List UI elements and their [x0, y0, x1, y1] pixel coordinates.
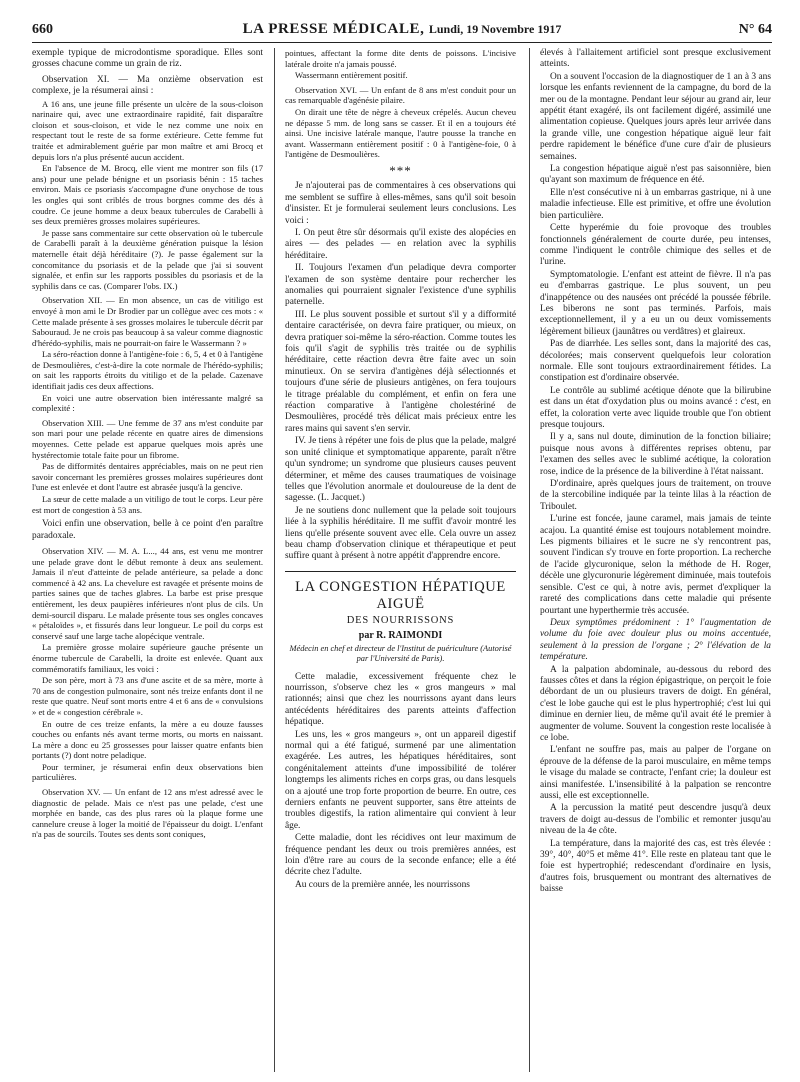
paragraph: La congestion hépatique aiguë n'est pas saisonnière, bien qu'ayant son maximum de fréquence en été. — [540, 164, 771, 186]
column-left — [32, 48, 263, 1074]
paragraph: A la palpation abdominale, au-dessous du rebord des fausses côtes et dans la région épigastrique, on perçoit le foie débordant de un ou plusieurs travers de doigt. En général, c'est le lobe gauche qui est le plus hypertrophié; c'est lui qui diminue en dernier lieu, de même qu'il avait été le premier à augmenter de volume. Souvent la congestion reste localisée à ce lobe. — [540, 664, 771, 743]
paragraph: En voici une autre observation bien intéressante malgré sa complexité : — [32, 392, 263, 414]
paragraph: Wassermann entièrement positif. — [295, 70, 408, 81]
paragraph: Pas de difformités dentaires appréciables, mais on ne peut rien savoir concernant les premières grosses molaires supérieures dont l'une est enlevée et dont l'autre est abrasée jusqu'à la gencive. — [32, 461, 263, 493]
paragraph: Cette hyperémie du foie provoque des troubles fonctionnels généralement de courte durée, peu intenses, comme l'indiquent le contrôle chimique des selles et de l'urine. — [540, 223, 771, 268]
paragraph: Au cours de la première année, les nourrissons — [295, 879, 470, 890]
paragraph: Pour terminer, je résumerai enfin deux observations bien particulières. — [32, 761, 263, 783]
header-rule — [32, 42, 772, 43]
paragraph: III. Le plus souvent possible et surtout s'il y a difformité dentaire caractérisée, on devra faire pratiquer, ou mieux, on devra pratiquer soi-même la séro-réaction. Comme toutes les fois qu'il s'agit de syphilis très traitée ou de syphilis héréditaire, cette réaction devra être faite avec un soin minutieux. On se servira d'antigènes déjà sélectionnés et toujours d'une série de plusieurs antigènes, on fera toujours le titrage préalable du complément, et enfin on fera une réaction comparative à l'antigène cholestériné de Desmoulières, procédé très délicat mais précieux entre les rares mains qui savent s'en servir. — [285, 309, 516, 434]
page-number: 660 — [32, 22, 53, 37]
paragraph: Observation XIII. — Une femme de 37 ans m'est conduite par son mari pour une pelade récente en quatre aires de dimensions moyennes. Cette pelade est apparue quelques mois après une hystérectomie totale faite pour un fibrome. — [32, 417, 263, 460]
paragraph: On a souvent l'occasion de la diagnostiquer de 1 an à 3 ans lorsque les enfants reviennent de la campagne, du bord de la mer ou de la montagne. Pendant leur séjour au grand air, leur appétit étant exagéré, ils ont facilement digéré, assimilé une alimentation copieuse. Quelques jours après leur arrivée dans la grande ville, une congestion hépatique aiguë leur fait perdre rapidement le bénéfice d'une cure d'air de plusieurs semaines. — [540, 71, 771, 162]
paragraph: Deux symptômes prédominent : 1° l'augmentation de volume du foie avec douleur plus ou moins accentuée, seulement à la pression de l'organe ; 2° l'élévation de la température. — [540, 617, 771, 663]
paragraph: De son père, mort à 73 ans d'une ascite et de sa mère, morte à 70 ans de congestion pulmonaire, sont nés treize enfants dont il ne reste que quatre. Neuf sont morts entre 4 et 6 ans de « convulsions » et de « congestion cérébrale ». — [32, 675, 263, 717]
page-header — [32, 20, 772, 42]
paragraph: Je ne soutiens donc nullement que la pelade soit toujours liée à la syphilis héréditaire. Il me suffit d'avoir montré les liens qu'elle présente souvent avec elle. Cela ouvre un assez beau champ d'observation clinique et thérapeutique et peut suffire quant à présent à notre appétit d'apprendre encore. — [285, 505, 516, 562]
paragraph: Observation XII. — En mon absence, un cas de vitiligo est envoyé à mon ami le Dr Brodier par un collègue avec ces mots : « Cette malade présente à ses grosses molaires le tubercule décrit par Sabouraud. Je ne crois pas beaucoup à sa valeur comme diagnostic d'hérédo-syphilis, mais ne pourrait-on faire le Wassermann ? » — [32, 295, 263, 348]
paragraph: Je passe sans commentaire sur cette observation où le tubercule de Carabelli paraît à la deuxième génération puisque la lésion maternelle était déjà héréditaire (?). Je passe également sur la concomitance du psoriasis et de la pelade que j'ai si souvent signalée, et enfin sur les rapports possibles du psoriasis et de la syphilis dans ce cas. (Comparer l'obs. IX.) — [32, 227, 263, 291]
paragraph: En outre de ces treize enfants, la mère a eu douze fausses couches ou enfants nés avant terme morts, ou morts en naissant. La mère a donc eu 25 grossesses pour laisser quatre enfants bien portants (?) dont notre peladique. — [32, 718, 263, 761]
paragraph: En l'absence de M. Brocq, elle vient me montrer son fils (17 ans) pour une pelade bénigne et un psoriasis bénin : 15 taches environ. Mais ce psoriasis s'accompagne d'une onychose de tous les ongles qui sont criblés de trous borgnes comme des dés à coudre. Ce jeune homme a deux beaux tubercules de Carabelli à ses deux premières grosses molaires supérieures. — [32, 163, 263, 227]
paragraph: L'urine est foncée, jaune caramel, mais jamais de teinte acajou. La quantité émise est toujours notablement moindre. Les pigments biliaires et le sucre ne s'y rencontrent pas, souvent l'indican s'y trouve en forte proportion. La recherche de l'acide glycuronique, selon la méthode de H. Roger, décèle une glycuronurie légèrement diminuée, mais toutefois sensible. C'est ce qui, à notre avis, permet d'expliquer la rareté des complications dans cette maladie qui présente pourtant une hyperthermie très accusée. — [540, 514, 771, 616]
paragraph: Elle n'est consécutive ni à un embarras gastrique, ni à une maladie infectieuse. Elle est primitive, et offre une évolution bien particulière. — [540, 187, 771, 221]
paragraph: Observation XVI. — Un enfant de 8 ans m'est conduit pour un cas remarquable d'agénésie pilaire. — [285, 84, 516, 106]
column-right — [540, 48, 771, 1074]
section-rule — [285, 571, 516, 572]
article-body-start — [285, 672, 516, 892]
paragraph: Pas de diarrhée. Les selles sont, dans la majorité des cas, décolorées; mais conservent quelquefois leur coloration normale. Elle sont toujours extraordinairement fétides. La constipation est d'ordinaire observée. — [540, 339, 771, 384]
paragraph: La sœur de cette malade a un vitiligo de tout le corps. Leur père est mort de congestion à 53 ans. — [32, 494, 263, 515]
column-middle — [285, 48, 516, 1074]
article-author: par R. RAIMONDI — [358, 630, 443, 642]
article-affiliation: Médecin en chef et directeur de l'Institut de puériculture (Autorisé par l'Université de Paris). — [289, 643, 512, 663]
paragraph: Voici enfin une observation, belle à ce point d'en paraître paradoxale. — [32, 519, 263, 541]
column-divider — [529, 48, 530, 1072]
column-divider — [274, 48, 275, 1072]
paragraph: On dirait une tête de nègre à cheveux crépelés. Aucun cheveu ne dépasse 5 mm. de long sans se casser. Et il en a toujours été ainsi. Une incisive latérale manque, l'autre pousse la tranche en avant. Wassermann entièrement positif : 0 à l'antigène-foie, 0 à l'antigène de Desmoulières. — [285, 106, 516, 160]
paragraph: Cette maladie, excessivement fréquente chez le nourrisson, s'observe chez les « gros mangeurs » mal rationnés; ainsi que chez les nourrissons ayant dans leurs antécédents héréditaires des parents atteints d'affection hépatique. — [285, 671, 516, 728]
paragraph: L'enfant ne souffre pas, mais au palper de l'organe on éprouve de la défense de la paroi musculaire, en même temps le visage du malade se contracte, l'enfant crie; la douleur est ainsi manifestée. L'insensibilité à la palpation se rencontre aussi, elle est exceptionnelle. — [540, 745, 771, 801]
paragraph: Les uns, les « gros mangeurs », ont un appareil digestif normal qui a été fatigué, surmené par une alimentation exagérée. Les autres, les hépatiques héréditaires, sont congénitalement atteints d'une impossibilité de tolérer longtemps les aliments riches en corps gras, ou dans lesquels on a ajouté une trop forte proportion de beurre. En outre, ces derniers enfants ne peuvent supporter, sans être atteints de troubles digestifs, la ration alimentaire qui convient à leur âge. — [285, 729, 516, 831]
paragraph: Symptomatologie. L'enfant est atteint de fièvre. Il n'a pas eu d'embarras gastrique. Le plus souvent, un peu d'inappétence ou des nausées ont précédé la poussée fébrile. Les biberons ne sont pas terminés. Parfois, mais exceptionnellement, il y a eu un ou deux vomissements légèrement bilieux (jaunâtres ou verdâtres) et glaireux. — [540, 269, 771, 337]
paragraph: élevés à l'allaitement artificiel sont presque exclusivement atteints. — [540, 48, 771, 70]
observations-conclusion — [285, 48, 516, 563]
issue-date: Lundi, 19 Novembre 1917 — [428, 22, 562, 36]
paragraph: La température, dans la majorité des cas, est très élevée : 39°, 40°, 40°5 et même 41°. Elle reste en plateau tant que le foie est hypertrophié; redescendant d'ordinaire en lysis, d'autres fois, brusquement ou montrant des alternatives de baisse — [540, 838, 771, 895]
paragraph: pointues, affectant la forme dite dents de poissons. L'incisive latérale droite n'a jamais poussé. — [285, 48, 516, 69]
section-separator: *** — [389, 162, 412, 178]
paragraph: I. On peut être sûr désormais qu'il existe des alopécies en aires — des pelades — en relation avec la syphilis héréditaire. — [285, 227, 516, 261]
paragraph: Observation XV. — Un enfant de 12 ans m'est adressé avec le diagnostic de pelade. Mais ce n'est pas une pelade, c'est une morphée en bande, cas des plus rares où la plaque forme une cannelure creuse à loger la moitié de l'épaisseur du doigt. L'enfant n'a pas de sourcils. Toutes ses dents sont coniques, — [32, 787, 263, 840]
paragraph: Le contrôle au sublimé acétique dénote que la bilirubine est dans un état d'oxydation plus ou moins avancé : c'est, en effet, la coloration verte avec liquide trouble que l'on obtient presque toujours. — [540, 385, 771, 430]
paragraph: exemple typique de microdontisme sporadique. Elles sont grosses chacune comme un grain de riz. — [32, 48, 263, 70]
paragraph: La séro-réaction donne à l'antigène-foie : 6, 5, 4 et 0 à l'antigène de Desmoulières, c'est-à-dire la cote normale de l'hérédo-syphilis; on sait les rapports étroits du vitiligo et de la pelade. Cazenave identifiait jadis ces deux affections. — [32, 349, 263, 392]
issue-number: N° 64 — [738, 22, 772, 37]
paragraph: A la percussion la matité peut descendre jusqu'à deux travers de doigt au-dessus de l'ombilic et remonter jusqu'au niveau de la 4e côte. — [540, 803, 771, 837]
paragraph: A 16 ans, une jeune fille présente un ulcère de la sous-cloison narinaire qui, avec une extraordinaire rapidité, fait disparaître cloison et sous-cloison, et vide le nez comme une noix en respectant tout le reste de sa forme extérieure. Cette femme fut traitée et admirablement guérie par mon maître et ami Brocq et depuis lors n'a plus présenté aucun accident. — [32, 98, 263, 162]
journal-title — [32, 21, 772, 38]
paragraph: D'ordinaire, après quelques jours de traitement, on trouve de la stercobiline indiquée par la teinte lilas à la réaction de Triboulet. — [540, 479, 771, 512]
paragraph: Je n'ajouterai pas de commentaires à ces observations qui me semblent se suffire à elles-mêmes, sans qu'il soit besoin d'insister. Et je formulerai seulement leurs conclusions. Les voici : — [285, 181, 516, 226]
paragraph: II. Toujours l'examen d'un peladique devra comporter l'examen de son système dentaire pour rechercher les anomalies qui pourraient signaler l'existence d'une syphilis paternelle. — [285, 263, 516, 308]
paragraph: Observation XI. — Ma onzième observation est complexe, je la résumerai ainsi : — [32, 74, 263, 97]
paragraph: La première grosse molaire supérieure gauche présente un énorme tubercule de Carabelli, la droite est enlevée. Quant aux commémoratifs familiaux, les voici : — [32, 642, 263, 674]
paragraph: Observation XIV. — M. A. L..., 44 ans, est venu me montrer une pelade grave dont le début remonte à deux ans seulement. Jamais il n'eut d'atteinte de pelade antérieure, sa pelade a donc commencé à 42 ans. La chevelure est ravagée et présente moins de parties saines que de taches glabres. La barbe est prise presque entièrement, les deux paupières inférieures n'ont plus de cils. Un demi-sourcil disparu. Le malade présente tous ses ongles concaves « pétaloïdes », et fissurés dans leur longueur. Le poil du corps est conservé sauf une large tache alopécique ventrale. — [32, 546, 263, 641]
paragraph: Il y a, sans nul doute, diminution de la fonction biliaire; puisque nous avons à différentes reprises obtenu, par l'examen des selles avec le sublimé acétique, la coloration rose, indice de la présence de la biliverdine à l'état naissant. — [540, 432, 771, 477]
paragraph: Cette maladie, dont les récidives ont leur maximum de fréquence pendant les deux ou trois premières années, est loin d'être rare au cours de la seconde enfance; elle a été décrite chez l'adulte. — [285, 833, 516, 878]
article-title: LA CONGESTION HÉPATIQUE AIGUË — [295, 578, 506, 612]
paragraph: IV. Je tiens à répéter une fois de plus que la pelade, malgré son unité clinique et symptomatique apparente, paraît n'être qu'un syndrome; un syndrome que plusieurs causes peuvent déterminer, et même des causes traumatiques de voisinage telles que l'évolution anormale et douloureuse de la dent de sagesse. (L. Jacquet.) — [285, 436, 516, 504]
article-subtitle: DES NOURRISSONS — [346, 614, 455, 626]
journal-name: LA PRESSE MÉDICALE, — [242, 21, 425, 37]
